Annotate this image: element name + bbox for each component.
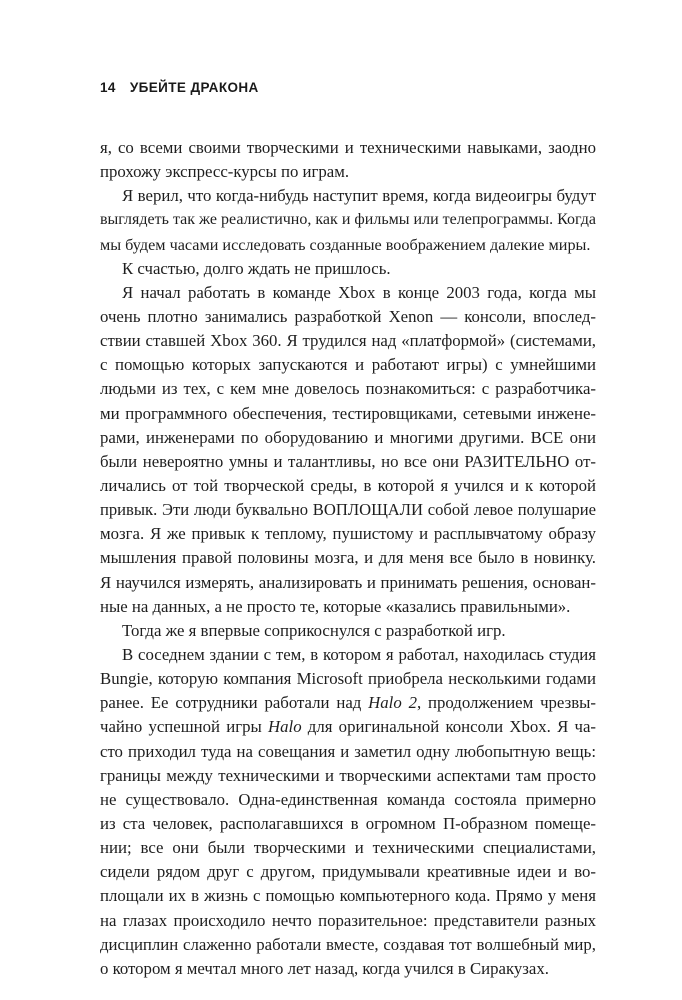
line-text: на глазах происходило нечто поразительное: представители разных (100, 910, 596, 930)
text-line (100, 136, 596, 160)
text-line (100, 257, 596, 281)
line-text: , продолжением чрезвы- (416, 693, 596, 713)
text-line (100, 909, 596, 933)
text-line (100, 595, 596, 619)
line-text: Тогда же я впервые соприкоснулся с разработкой игр. (122, 620, 506, 640)
line-text: нии; все они были творческими и техническими специалистами, (100, 838, 596, 858)
text-line (100, 812, 596, 836)
text-line (100, 498, 596, 522)
line-text: Я верил, что когда-нибудь наступит время, когда видеоигры будут (122, 186, 596, 206)
running-header (100, 80, 259, 96)
text-line (100, 860, 596, 884)
text-line (100, 933, 596, 957)
text-line (100, 426, 596, 450)
line-text: привык. Эти люди буквально ВОПЛОЩАЛИ собой левое полушарие (100, 500, 596, 520)
italic-title: Halo (268, 717, 302, 737)
text-line (100, 957, 596, 981)
line-text: Bungie, которую компания Microsoft приобрела несколькими годами (100, 669, 596, 689)
line-text: Я начал работать в команде Xbox в конце 2003 года, когда мы (122, 282, 596, 302)
text-line (100, 546, 596, 570)
text-line (100, 450, 596, 474)
line-text: границы между техническими и творческими аспектами там просто (100, 765, 596, 785)
line-text: площали их в жизнь с помощью компьютерного кода. Прямо у меня (100, 886, 596, 906)
text-line (100, 208, 596, 232)
text-line (100, 233, 596, 257)
text-line (100, 715, 596, 739)
text-line (100, 353, 596, 377)
text-line (100, 522, 596, 546)
text-line (100, 740, 596, 764)
line-text: ми программного обеспечения, тестировщиками, сетевыми инжене- (100, 403, 596, 423)
line-text: из ста человек, располагавшихся в огромном П-образном помеще- (100, 813, 596, 833)
body-text (100, 136, 596, 981)
text-line (100, 764, 596, 788)
line-text: Я научился измерять, анализировать и принимать решения, основан- (100, 572, 596, 592)
text-line (100, 884, 596, 908)
text-line (100, 377, 596, 401)
text-line (100, 160, 596, 184)
line-text: я, со всеми своими творческими и техническими навыками, заодно (100, 138, 596, 157)
text-line (100, 329, 596, 353)
text-line (100, 619, 596, 643)
book-title: УБЕЙТЕ ДРАКОНА (129, 80, 259, 95)
line-text: людьми из тех, с кем мне довелось познакомиться: с разработчика- (100, 379, 596, 399)
text-line (100, 836, 596, 860)
text-line (100, 281, 596, 305)
line-text: мышления правой половины мозга, и для меня все было в новинку. (100, 548, 596, 568)
text-line (100, 305, 596, 329)
text-line (100, 643, 596, 667)
line-text: дисциплин слаженно работали вместе, создавая тот волшебный мир, (100, 934, 596, 954)
line-text: для оригинальной консоли Xbox. Я ча- (301, 717, 596, 737)
page-number: 14 (100, 80, 116, 95)
text-line (100, 667, 596, 691)
line-text: В соседнем здании с тем, в котором я работал, находилась студия (122, 644, 596, 664)
line-text: мозга. Я же привык к теплому, пушистому и расплывчатому образу (100, 524, 596, 544)
line-text: личались от той творческой среды, в которой я учился и к которой (100, 475, 596, 495)
line-text: ранее. Ее сотрудники работали над (100, 693, 369, 713)
line-text: сто приходил туда на совещания и заметил одну любопытную вещь: (100, 741, 596, 761)
text-line (100, 691, 596, 715)
line-text: прохожу экспресс-курсы по играм. (100, 162, 350, 182)
italic-title: Halo 2 (368, 693, 417, 713)
line-text: сидели рядом друг с другом, придумывали креативные идеи и во- (100, 862, 596, 882)
text-line (100, 184, 596, 208)
line-text: были невероятно умны и талантливы, но все они РАЗИТЕЛЬНО от- (100, 451, 596, 471)
line-text: ные на данных, а не просто те, которые «казались правильными». (100, 596, 571, 616)
line-text: о котором я мечтал много лет назад, когда учился в Сиракузах. (100, 958, 549, 978)
line-text: рами, инженерами по оборудованию и многими другими. ВСЕ они (100, 427, 596, 447)
line-text: с помощью которых запускаются и работают игры) с умнейшими (100, 355, 596, 375)
text-line (100, 402, 596, 426)
line-text: не существовало. Одна-единственная команда состояла примерно (100, 789, 596, 809)
text-line (100, 788, 596, 812)
line-text: чайно успешной игры (100, 717, 269, 737)
line-text: мы будем часами исследовать созданные воображением далекие миры. (100, 235, 591, 254)
line-text: выглядеть так же реалистично, как и фильмы или телепрограммы. Когда (100, 211, 596, 229)
line-text: очень плотно занимались разработкой Xenon — консоли, впослед- (100, 306, 596, 326)
text-line (100, 571, 596, 595)
line-text: К счастью, долго ждать не пришлось. (122, 258, 391, 278)
text-line (100, 474, 596, 498)
line-text: ствии ставшей Xbox 360. Я трудился над «платформой» (системами, (100, 331, 596, 351)
